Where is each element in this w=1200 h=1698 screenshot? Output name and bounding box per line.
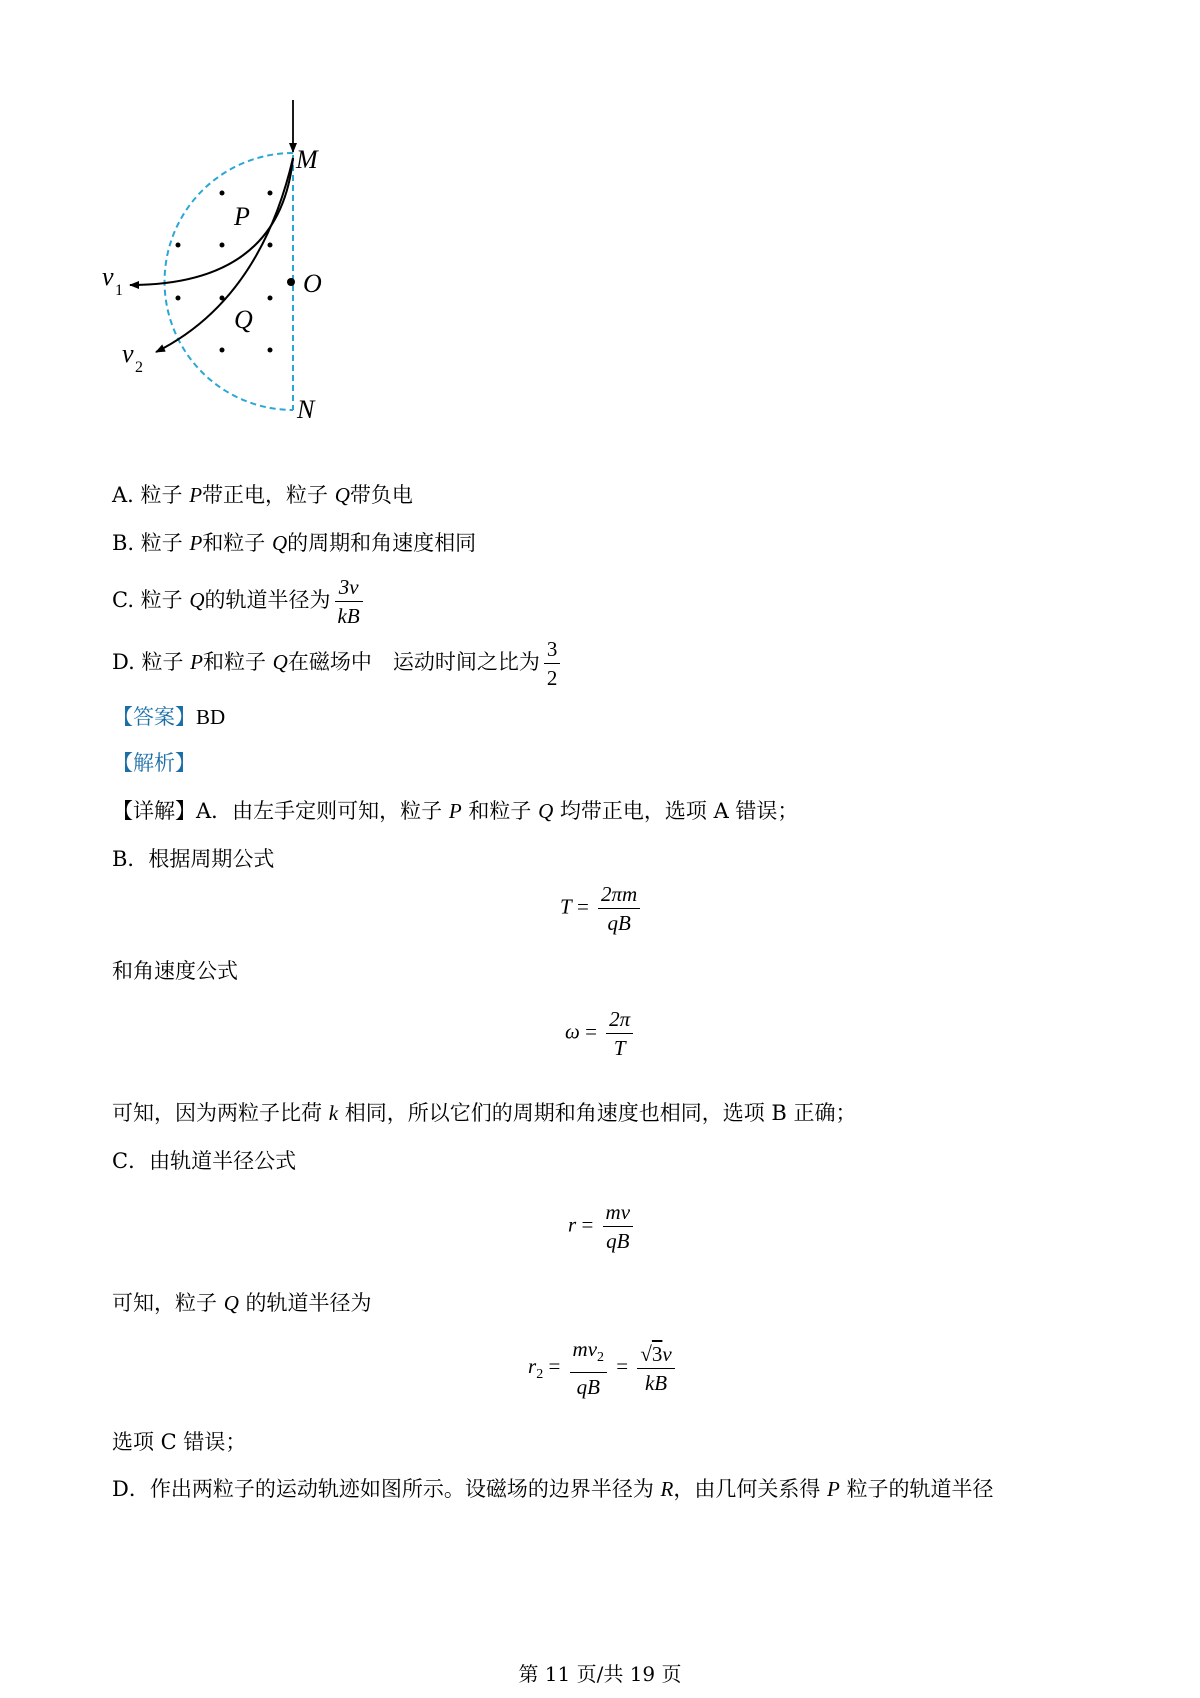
detail-A-line: 【详解】A．由左手定则可知，粒子 P 和粒子 Q 均带正电，选项 A 错误； — [112, 799, 799, 823]
detail-C-text: 可知，粒子 Q 的轨道半径为 — [112, 1291, 372, 1315]
answer-value: BD — [196, 705, 226, 729]
label-v2-sub: 2 — [135, 359, 143, 376]
label-Q: Q — [234, 305, 253, 334]
option-D-fraction: $\frac{3}{2}$ — [544, 635, 561, 692]
option-C: C. 粒子 Q的轨道半径为 $\frac{3v}{kB}$ — [112, 570, 367, 630]
option-D: D. 粒子 P和粒子 Q在磁场中 运动时间之比为 $\frac{3}{2}$ — [112, 632, 564, 692]
detail-B-intro: B．根据周期公式 — [112, 847, 275, 871]
label-v1: v — [102, 262, 114, 291]
label-v1-sub: 1 — [115, 282, 123, 299]
trajectory-Q — [156, 158, 293, 352]
label-M: M — [296, 145, 318, 174]
label-v2: v — [122, 339, 134, 368]
analysis-label: 【解析】 — [112, 751, 196, 775]
detail-B-conclusion: 可知，因为两粒子比荷 k 相同，所以它们的周期和角速度也相同，选项 B 正确； — [112, 1101, 857, 1125]
label-N: N — [297, 395, 315, 424]
detail-B-mid: 和角速度公式 — [112, 959, 238, 983]
detail-label: 【详解】 — [112, 799, 196, 823]
label-O: O — [303, 269, 322, 298]
analysis-line — [112, 748, 196, 778]
label-P: P — [234, 202, 250, 231]
equation-radius-Q: $r_2$ = $\frac{mv_2}{qB}$ = $\frac{√3v}{kB}$ — [528, 1335, 679, 1401]
detail-C-intro: C．由轨道半径公式 — [112, 1149, 297, 1173]
answer-label: 【答案】 — [112, 705, 196, 729]
trajectory-P — [130, 158, 293, 285]
field-boundary — [165, 153, 293, 410]
detail-C-conclusion: 选项 C 错误； — [112, 1430, 247, 1454]
equation-period: T = $\frac{2\pi m}{qB}$ — [560, 880, 644, 937]
equation-omega: ω = $\frac{2\pi}{T}$ — [565, 1005, 637, 1062]
center-point-O — [287, 278, 295, 286]
option-B: B. 粒子 P和粒子 Q的周期和角速度相同 — [112, 531, 477, 555]
equation-radius: r = $\frac{mv}{qB}$ — [568, 1198, 637, 1255]
option-C-fraction: $\frac{3v}{kB}$ — [335, 573, 363, 630]
answer-line — [112, 702, 225, 732]
page-footer: 第 11 页/共 19 页 — [518, 1662, 682, 1686]
magnetic-field-diagram — [100, 100, 360, 440]
field-dots — [176, 191, 273, 353]
detail-D-line: D．作出两粒子的运动轨迹如图所示。设磁场的边界半径为 R，由几何关系得 P 粒子的轨道半径 — [112, 1477, 994, 1501]
option-A: A. 粒子 P带正电，粒子 Q带负电 — [112, 483, 413, 507]
